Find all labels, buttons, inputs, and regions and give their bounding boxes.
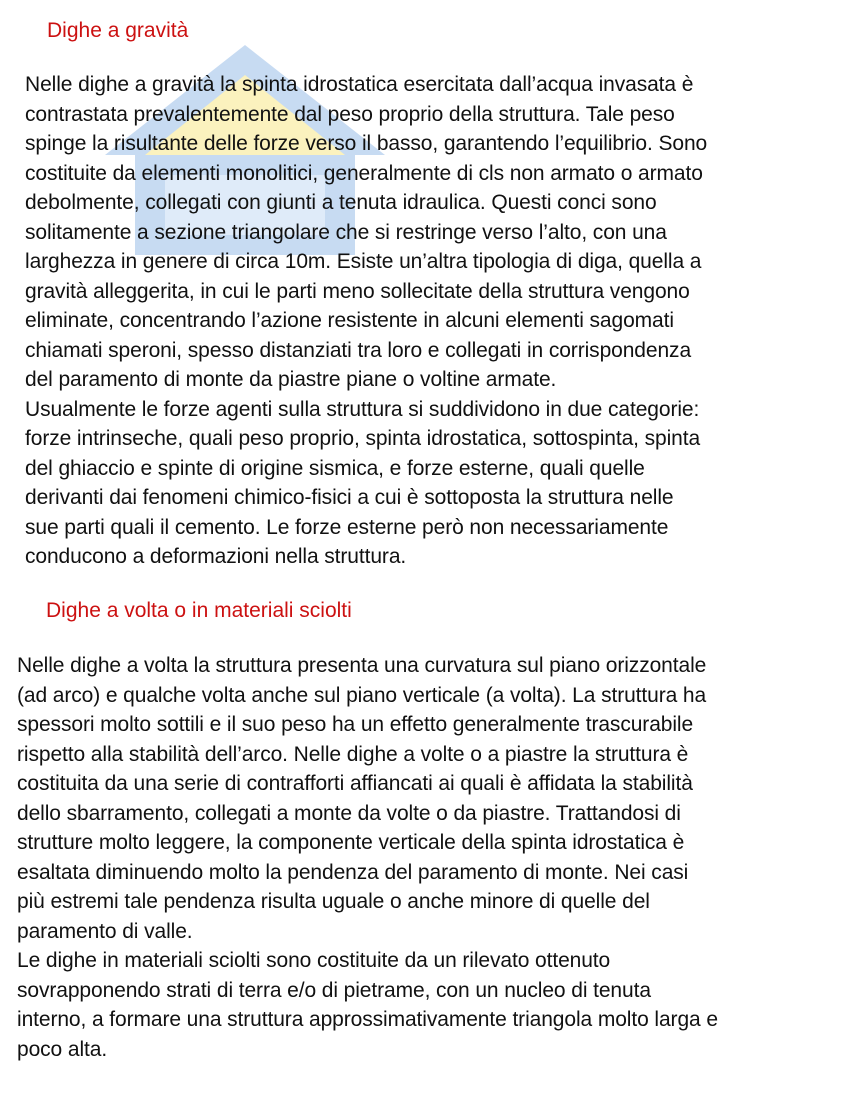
section-heading-gravita: Dighe a gravità: [47, 19, 189, 42]
section-heading-volta: Dighe a volta o in materiali sciolti: [46, 599, 352, 622]
section-paragraph-gravita: Nelle dighe a gravità la spinta idrostatica esercitata dall’acqua invasata è contrastata prevalentemente dal peso proprio della struttura. Tale peso spinge la risultante delle forze verso il basso, garantendo l’equilibrio. Sono costituite da elementi monolitici, generalmente di cls non armato o armato debolmente, collegati con giunti a tenuta idraulica. Questi conci sono solitamente a sezione triangolare che si restringe verso l’alto, con una larghezza in genere di circa 10m. Esiste un’altra tipologia di diga, quella a gravità alleggerita, in cui le parti meno sollecitate della struttura vengono eliminate, concentrando l’azione resistente in alcuni elementi sagomati chiamati speroni, spesso distanziati tra loro e collegati in corrispondenza del paramento di monte da piastre piane o voltine armate. Usualmente le forze agenti sulla struttura si suddividono in due categorie: forze intrinseche, quali peso proprio, spinta idrostatica, sottospinta, spinta del ghiaccio e spinte di origine sismica, e forze esterne, quali quelle derivanti dai fenomeni chimico-fisici a cui è sottoposta la struttura nelle sue parti quali il cemento. Le forze esterne però non necessariamente conducono a deformazioni nella struttura.: [25, 73, 708, 568]
section-paragraph-volta: Nelle dighe a volta la struttura presenta una curvatura sul piano orizzontale (ad arco) e qualche volta anche sul piano verticale (a volta). La struttura ha spessori molto sottili e il suo peso ha un effetto generalmente trascurabile rispetto alla stabilità dell’arco. Nelle dighe a volte o a piastre la struttura è costituita da una serie di contrafforti affiancati ai quali è affidata la stabilità dello sbarramento, collegati a monte da volte o da piastre. Trattandosi di strutture molto leggere, la componente verticale della spinta idrostatica è esaltata diminuendo molto la pendenza del paramento di monte. Nei casi più estremi tale pendenza risulta uguale o anche minore di quelle del paramento di valle. Le dighe in materiali sciolti sono costituite da un rilevato ottenuto sovrapponendo strati di terra e/o di pietrame, con un nucleo di tenuta interno, a formare una struttura approssimativamente triangola molto larga e poco alta.: [17, 654, 718, 1061]
